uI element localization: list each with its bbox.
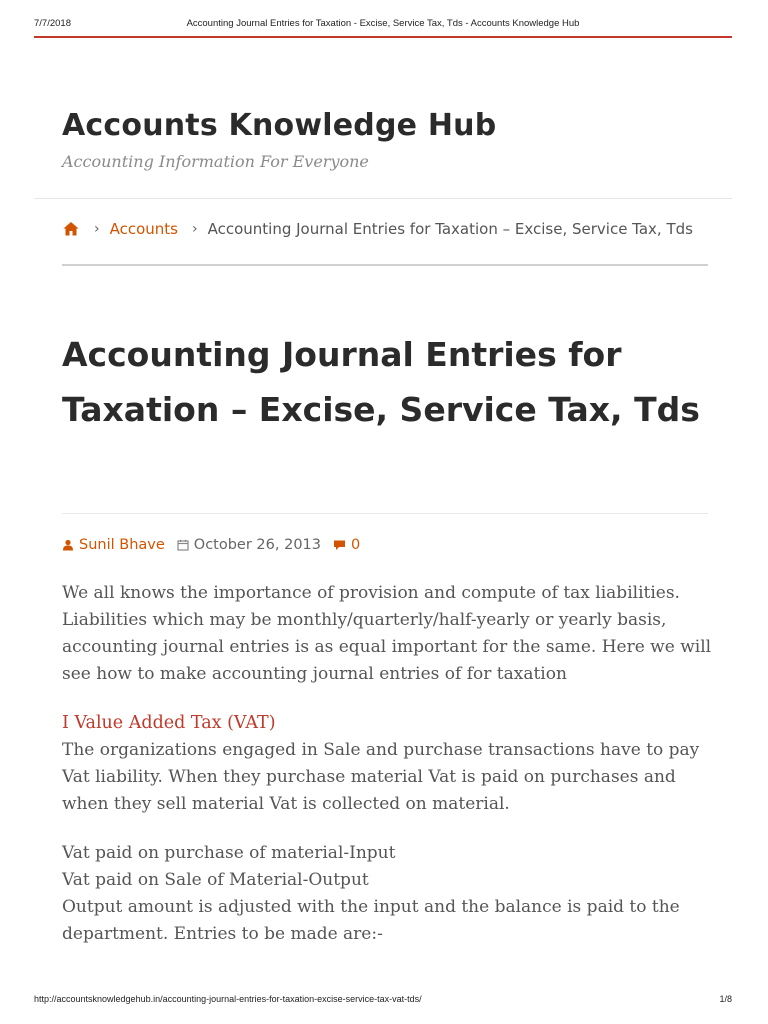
author-link[interactable]: Sunil Bhave	[79, 537, 165, 553]
vat-paragraph: The organizations engaged in Sale and purchase transactions have to pay Vat liability. When they purchase material Vat is paid on purchases and when they sell material Vat is collected on material.	[62, 740, 700, 814]
article-content	[62, 580, 718, 948]
chevron-right-icon: ›	[94, 221, 100, 237]
header-divider	[34, 198, 732, 199]
calendar-icon	[177, 539, 189, 551]
vat-adjustment-line: Output amount is adjusted with the input and the balance is paid to the department. Entries to be made are:-	[62, 897, 680, 944]
comment-icon	[333, 539, 346, 551]
print-page-title: Accounting Journal Entries for Taxation - Excise, Service Tax, Tds - Accounts Knowledge Hub	[186, 18, 580, 29]
meta-divider	[62, 513, 708, 514]
home-icon[interactable]	[62, 220, 80, 238]
site-title[interactable]: Accounts Knowledge Hub	[62, 108, 497, 143]
intro-paragraph: We all knows the importance of provision and compute of tax liabilities. Liabilities which may be monthly/quarterly/half-yearly or yearly basis, accounting journal entries is as equal important for the same. Here we will see how to make accounting journal entries of for taxation	[62, 583, 712, 684]
print-date: 7/7/2018	[34, 18, 71, 29]
breadcrumb-divider	[62, 264, 708, 266]
print-header	[34, 16, 732, 38]
breadcrumb	[62, 220, 693, 238]
breadcrumb-current: Accounting Journal Entries for Taxation – Excise, Service Tax, Tds	[207, 220, 693, 238]
breadcrumb-accounts-link[interactable]: Accounts	[109, 220, 178, 238]
vat-output-line: Vat paid on Sale of Material-Output	[62, 870, 369, 890]
print-page-number: 1/8	[719, 994, 732, 1004]
site-tagline: Accounting Information For Everyone	[62, 152, 369, 171]
chevron-right-icon: ›	[192, 221, 198, 237]
vat-input-line: Vat paid on purchase of material-Input	[62, 843, 396, 863]
article-meta	[62, 537, 360, 553]
user-icon	[62, 539, 74, 551]
comment-count-link[interactable]: 0	[351, 537, 361, 553]
print-url: http://accountsknowledgehub.in/accounting-journal-entries-for-taxation-excise-service-tax-vat-tds/	[34, 994, 422, 1004]
post-date: October 26, 2013	[193, 537, 321, 553]
article-title: Accounting Journal Entries for Taxation – Excise, Service Tax, Tds	[62, 335, 700, 429]
section-heading-vat: I Value Added Tax (VAT)	[62, 713, 276, 733]
